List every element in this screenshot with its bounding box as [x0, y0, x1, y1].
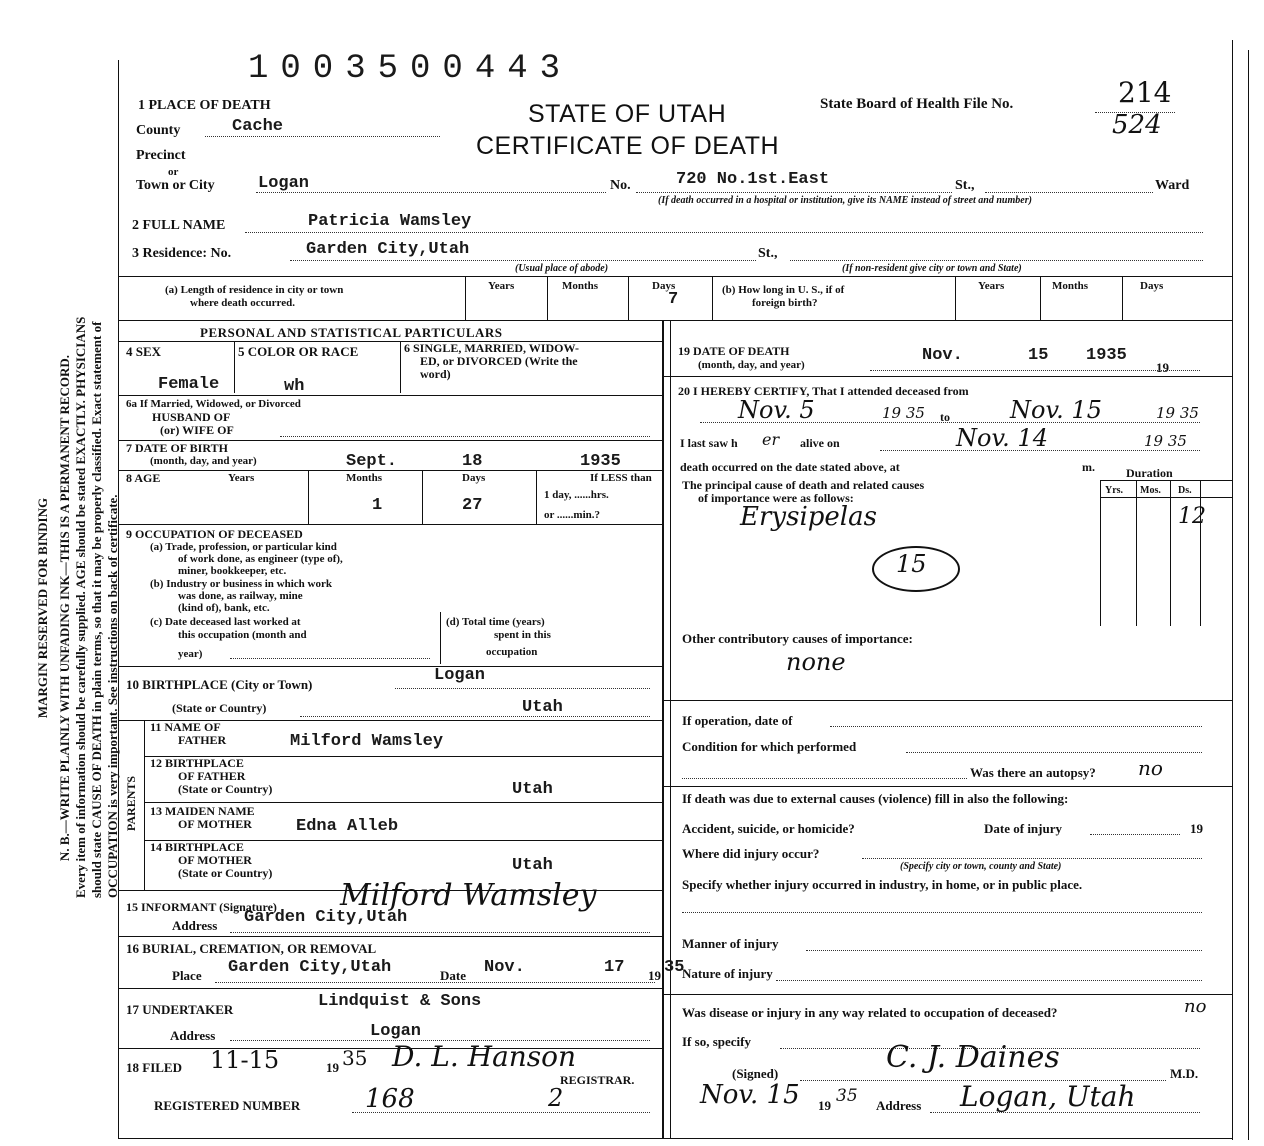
or-label: or: [168, 166, 179, 178]
color-value: wh: [284, 377, 305, 396]
principal-label-2: of importance were as follows:: [698, 491, 854, 505]
res-days-label: Days: [652, 280, 676, 292]
attended-from: Nov. 5: [738, 396, 815, 424]
father-label-1: 11 NAME OF: [150, 720, 221, 734]
mos-label: Mos.: [1140, 485, 1161, 496]
marital-label-3: word): [420, 367, 451, 381]
ds-label: Ds.: [1178, 485, 1192, 496]
spouse-label-2: HUSBAND OF: [152, 410, 231, 424]
age-days-label: Days: [462, 472, 486, 484]
mother-bp-label-3: (State or Country): [178, 866, 273, 880]
last-saw-label: I last saw h: [680, 436, 738, 450]
father-bp-label-2: OF FATHER: [178, 769, 246, 783]
occupation-d-3: occupation: [486, 646, 538, 658]
registered-number-label: REGISTERED NUMBER: [154, 1098, 301, 1113]
length-residence-label-2: where death occurred.: [190, 297, 295, 309]
foreign-label-2: foreign birth?: [752, 297, 818, 309]
mother-label-1: 13 MAIDEN NAME: [150, 804, 255, 818]
mother-bp-label-2: OF MOTHER: [178, 853, 252, 867]
last-saw-date: Nov. 14: [956, 424, 1048, 452]
nature-label: Nature of injury: [682, 966, 773, 981]
operation-label: If operation, date of: [682, 713, 793, 728]
occupation-c-1: (c) Date deceased last worked at: [150, 616, 301, 628]
occupation-related-value: no: [1184, 996, 1207, 1017]
manner-label: Manner of injury: [682, 936, 779, 951]
instructions-line-2: Every item of information should be carefully supplied. AGE should be stated EXACTLY. PHYSICIANS: [73, 316, 88, 898]
last-saw-pronoun: er: [762, 430, 780, 449]
cause-of-death: Erysipelas: [740, 502, 877, 532]
instructions-line-1: N. B.—WRITE PLAINLY WITH UNFADING INK—THIS IS A PERMANENT RECORD.: [57, 354, 72, 862]
occupation-b-3: (kind of), bank, etc.: [178, 602, 270, 614]
occupation-a-1: (a) Trade, profession, or particular kind: [150, 541, 337, 553]
md-label: M.D.: [1170, 1066, 1199, 1081]
attended-to: Nov. 15: [1010, 396, 1102, 424]
occupation-d-2: spent in this: [494, 629, 551, 641]
autopsy-label: Was there an autopsy?: [970, 765, 1096, 780]
registrar-label: REGISTRAR.: [560, 1073, 635, 1087]
form-left-border: [118, 60, 119, 1138]
residence-street-label: St.,: [758, 246, 778, 261]
dob-day: 18: [462, 452, 483, 471]
abode-note: (Usual place of abode): [515, 263, 609, 274]
alive-on-label: alive on: [800, 436, 840, 450]
signed-date: Nov. 15: [700, 1080, 800, 1110]
birthplace-label: 10 BIRTHPLACE (City or Town): [126, 677, 313, 692]
physician-address-label: Address: [876, 1098, 922, 1113]
occupation-a-2: of work done, as engineer (type of),: [178, 553, 343, 565]
birthplace-state-label: (State or Country): [172, 701, 267, 715]
res-days-value: 7: [668, 290, 679, 309]
marital-label-2: ED, or DIVORCED (Write the: [420, 354, 578, 368]
father-value: Milford Wamsley: [290, 732, 444, 751]
filed-label: 18 FILED: [126, 1060, 182, 1075]
res-years-label: Years: [488, 280, 515, 292]
injury-date-label: Date of injury: [984, 821, 1062, 836]
father-bp-value: Utah: [512, 780, 553, 799]
foreign-label-1: (b) How long in U. S., if of: [722, 284, 845, 296]
informant-address-label: Address: [172, 918, 218, 933]
burial-date-label: Date: [440, 968, 466, 983]
father-label-2: FATHER: [178, 733, 227, 747]
form-right-border: [1232, 40, 1233, 1140]
serial-number: 1003500443: [248, 50, 573, 88]
instructions-line-3: should state CAUSE OF DEATH in plain terms, so that it may be properly classified. Exact statement of: [89, 321, 104, 898]
cause-code: 15: [896, 550, 927, 578]
file-number: 214: [1118, 76, 1172, 109]
mother-value: Edna Alleb: [296, 817, 399, 836]
physician-signature: C. J. Daines: [886, 1040, 1060, 1075]
hospital-note: (If death occurred in a hospital or institution, give its NAME instead of street and number): [658, 195, 1032, 206]
paper-edge: [1248, 50, 1249, 1140]
town-value: Logan: [258, 174, 310, 193]
signed-year: 35: [836, 1086, 858, 1106]
undertaker-address-label: Address: [170, 1028, 216, 1043]
birthplace-city: Logan: [434, 666, 486, 685]
m-label: m.: [1082, 460, 1095, 474]
if-so-label: If so, specify: [682, 1034, 751, 1049]
age-label: 8 AGE: [126, 471, 161, 485]
undertaker-value: Lindquist & Sons: [318, 992, 482, 1011]
instructions-line-4: OCCUPATION is very important. See instructions on back of certificate.: [105, 494, 120, 898]
other-causes: none: [786, 648, 846, 676]
occupation-c-3: year): [178, 648, 203, 660]
number-label: No.: [610, 178, 631, 193]
occurred-label: death occurred on the date stated above, at: [680, 460, 900, 474]
age-years-label: Years: [228, 472, 255, 484]
ward-label: Ward: [1155, 178, 1190, 193]
undertaker-address: Logan: [370, 1022, 422, 1041]
binding-margin-note: MARGIN RESERVED FOR BINDING: [35, 497, 50, 719]
age-months-value: 1: [372, 496, 383, 515]
where-injury-note: (Specify city or town, county and State): [900, 861, 1062, 872]
where-injury-label: Where did injury occur?: [682, 846, 820, 861]
occupation-b-1: (b) Industry or business in which work: [150, 578, 332, 590]
sex-value: Female: [158, 375, 220, 394]
injury-year-label: 19: [1190, 821, 1203, 836]
yrs-label: Yrs.: [1105, 485, 1124, 496]
burial-year: 35: [664, 958, 685, 977]
occupation-b-2: was done, as railway, mine: [178, 590, 303, 602]
attended-from-year: 19 35: [882, 404, 925, 422]
burial-place: Garden City,Utah: [228, 958, 392, 977]
dod-day: 15: [1028, 346, 1049, 365]
less-than-label-2: 1 day, ......hrs.: [544, 489, 609, 501]
county-label: County: [136, 123, 181, 138]
county-value: Cache: [232, 117, 284, 136]
place-of-death-label: 1 PLACE OF DEATH: [138, 98, 271, 113]
spouse-label-3: (or) WIFE OF: [160, 423, 234, 437]
precinct-label: Precinct: [136, 148, 186, 163]
dob-month: Sept.: [346, 452, 398, 471]
to-label: to: [940, 410, 950, 424]
duration-label: Duration: [1126, 466, 1173, 480]
filed-date: 11-15: [210, 1046, 280, 1074]
certificate-title: CERTIFICATE OF DEATH: [476, 132, 780, 160]
informant-signature: Milford Wamsley: [340, 878, 597, 913]
dob-year: 1935: [580, 452, 621, 471]
res-months-label: Months: [562, 280, 599, 292]
age-months-label: Months: [346, 472, 383, 484]
length-residence-label-1: (a) Length of residence in city or town: [165, 284, 344, 296]
residence-value: Garden City,Utah: [306, 240, 470, 259]
filed-year-prefix: 19: [326, 1060, 339, 1075]
sex-label: 4 SEX: [126, 344, 162, 359]
dob-label-2: (month, day, and year): [150, 455, 257, 467]
burial-year-prefix: 19: [648, 968, 661, 983]
nonresident-note: (If non-resident give city or town and State): [842, 263, 1022, 274]
informant-address: Garden City,Utah: [244, 908, 408, 927]
parents-label: PARENTS: [124, 775, 139, 832]
file-number-label: State Board of Health File No.: [820, 96, 1014, 112]
age-days-value: 27: [462, 496, 483, 515]
last-saw-year: 19 35: [1144, 432, 1187, 450]
mother-bp-value: Utah: [512, 856, 553, 875]
us-months-label: Months: [1052, 280, 1089, 292]
less-than-label-1: If LESS than: [590, 472, 652, 484]
residence-label: 3 Residence: No.: [132, 246, 232, 261]
dod-label-2: (month, day, and year): [698, 359, 805, 371]
mother-label-2: OF MOTHER: [178, 817, 252, 831]
occupation-related-label: Was disease or injury in any way related to occupation of deceased?: [682, 1005, 1058, 1020]
occupation-d-1: (d) Total time (years): [446, 616, 545, 628]
town-label: Town or City: [136, 178, 215, 193]
dod-suffix: 19: [1156, 360, 1169, 375]
registrar-signature: D. L. Hanson: [392, 1040, 577, 1073]
birthplace-state: Utah: [522, 698, 563, 717]
burial-day: 17: [604, 958, 625, 977]
dod-month: Nov.: [922, 346, 963, 365]
full-name-value: Patricia Wamsley: [308, 212, 472, 231]
specify-injury-label: Specify whether injury occurred in industry, in home, or in public place.: [682, 877, 1083, 892]
state-heading: STATE OF UTAH: [528, 100, 727, 128]
father-bp-label-1: 12 BIRTHPLACE: [150, 756, 244, 770]
dod-label-1: 19 DATE OF DEATH: [678, 344, 790, 358]
death-address: 720 No.1st.East: [676, 170, 830, 189]
informant-label: 15 INFORMANT (Signature): [126, 900, 277, 914]
physician-address: Logan, Utah: [960, 1080, 1136, 1113]
us-years-label: Years: [978, 280, 1005, 292]
personal-section-title: PERSONAL AND STATISTICAL PARTICULARS: [200, 325, 503, 340]
signed-label: (Signed): [732, 1066, 779, 1081]
occupation-label: 9 OCCUPATION OF DECEASED: [126, 527, 303, 541]
certify-label: 20 I HEREBY CERTIFY, That I attended deceased from: [678, 384, 969, 398]
occupation-c-2: this occupation (month and: [178, 629, 307, 641]
mother-bp-label-1: 14 BIRTHPLACE: [150, 840, 244, 854]
condition-label: Condition for which performed: [682, 739, 857, 754]
registered-number-secondary: 2: [548, 1084, 564, 1112]
occupation-a-3: miner, bookkeeper, etc.: [178, 565, 287, 577]
dob-label-1: 7 DATE OF BIRTH: [126, 441, 228, 455]
undertaker-label: 17 UNDERTAKER: [126, 1002, 234, 1017]
dod-year: 1935: [1086, 346, 1127, 365]
burial-label: 16 BURIAL, CREMATION, OR REMOVAL: [126, 941, 377, 956]
color-label: 5 COLOR OR RACE: [238, 344, 359, 359]
less-than-label-3: or ......min.?: [544, 509, 601, 521]
burial-month: Nov.: [484, 958, 525, 977]
burial-place-label: Place: [172, 968, 202, 983]
other-causes-label: Other contributory causes of importance:: [682, 631, 913, 646]
registered-number: 168: [365, 1084, 415, 1114]
autopsy-value: no: [1138, 756, 1163, 780]
marital-label-1: 6 SINGLE, MARRIED, WIDOW-: [404, 341, 580, 355]
cause-duration-days: 12: [1178, 504, 1206, 529]
principal-label-1: The principal cause of death and related causes: [682, 478, 925, 492]
signed-year-prefix: 19: [818, 1098, 831, 1113]
spouse-label-1: 6a If Married, Widowed, or Divorced: [126, 398, 301, 410]
filed-year: 35: [342, 1046, 368, 1070]
accident-label: Accident, suicide, or homicide?: [682, 821, 855, 836]
full-name-label: 2 FULL NAME: [132, 218, 226, 233]
street-label: St.,: [955, 178, 975, 193]
father-bp-label-3: (State or Country): [178, 782, 273, 796]
attended-to-year: 19 35: [1156, 404, 1199, 422]
file-number-secondary: 524: [1112, 110, 1162, 140]
external-causes-label: If death was due to external causes (violence) fill in also the following:: [682, 791, 1069, 806]
us-days-label: Days: [1140, 280, 1164, 292]
